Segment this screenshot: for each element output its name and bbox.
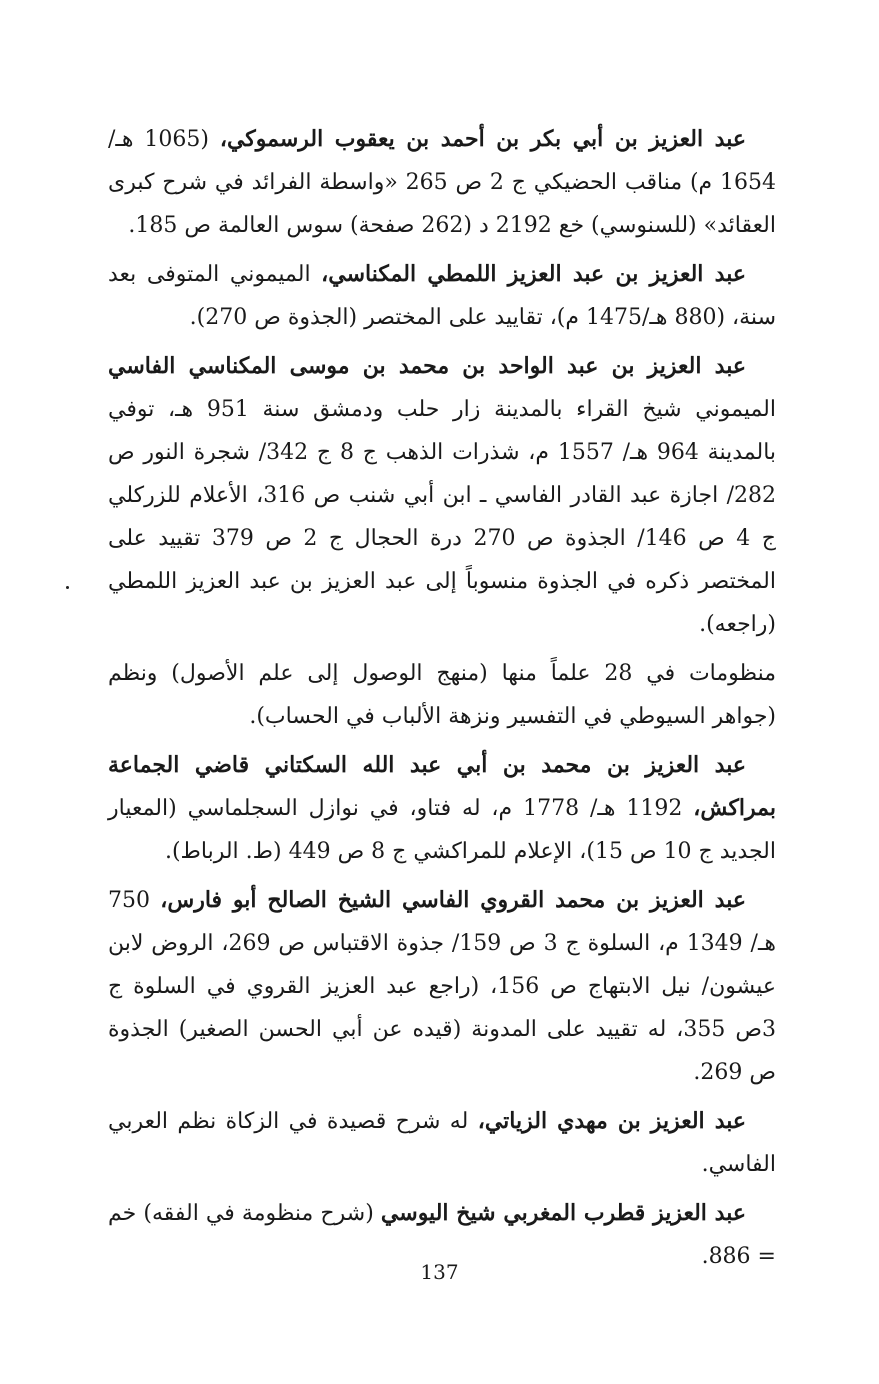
entry-qarawi — [108, 879, 776, 1094]
entry-text: منظومات في 28 علماً منها (منهج الوصول إلى علم الأصول) ونظم (جواهر السيوطي في التفسير ونزهة الألباب في الحساب). — [108, 661, 777, 729]
page-number: 137 — [420, 1260, 459, 1284]
entry-text: 1192 هـ/ 1778 م، له فتاو، في نوازل السجلماسي (المعيار الجديد ج 10 ص 15)، الإعلام للمراكشي ج 8 ص 449 (ط. الرباط). — [108, 796, 776, 864]
entry-heading: عبد العزيز بن عبد الواحد بن محمد بن موسى المكناسي الفاسي — [108, 353, 747, 379]
entry-continuation — [108, 652, 776, 738]
entry-text: له شرح قصيدة في الزكاة نظم العربي الفاسي. — [108, 1109, 776, 1177]
page-body — [108, 118, 776, 1284]
entry-heading: عبد العزيز بن محمد القروي الفاسي الشيخ الصالح أبو فارس، — [160, 887, 746, 913]
entry-rasmuki — [108, 118, 776, 247]
entry-maymuni — [108, 345, 776, 646]
entry-heading: عبد العزيز بن عبد العزيز اللمطي المكناسي، — [321, 261, 746, 287]
entry-text: الميموني المتوفى بعد سنة، (880 هـ/1475 م)، تقاييد على المختصر (الجذوة ص 270). — [108, 262, 776, 330]
scan-speck — [66, 586, 69, 589]
entry-zayati — [108, 1100, 776, 1186]
entry-text: (شرح منظومة في الفقه) خم = 886. — [108, 1201, 776, 1269]
entry-heading: عبد العزيز بن محمد بن أبي عبد الله السكتاني قاضي الجماعة بمراكش، — [108, 752, 777, 821]
entry-suktani — [108, 744, 776, 873]
entry-heading: عبد العزيز بن أبي بكر بن أحمد بن يعقوب الرسموكي، — [219, 126, 746, 152]
entry-heading: عبد العزيز بن مهدي الزياتي، — [477, 1108, 747, 1134]
entry-heading: عبد العزيز قطرب المغربي شيخ اليوسي — [380, 1200, 746, 1226]
entry-text: الميموني شيخ القراء بالمدينة زار حلب ودمشق سنة 951 هـ، توفي بالمدينة 964 هـ/ 1557 م، شذرات الذهب ج 8 ج 342/ شجرة النور ص 282/ اجازة عبد القادر الفاسي ـ ابن أبي شنب ص 316، الأعلام للزركلي ج 4 ص 146/ الجذوة ص 270 درة الحجال ج 2 ص 379 تقييد على المختصر ذكره في الجذوة منسوباً إلى عبد العزيز بن عبد العزيز اللمطي (راجعه). — [108, 397, 777, 637]
entry-lamti — [108, 253, 776, 339]
entry-text: (1065 هـ/ 1654 م) مناقب الحضيكي ج 2 ص 265 «واسطة الفرائد في شرح كبرى العقائد» (للسنوسي) خع 2192 د (262 صفحة) سوس العالمة ص 185. — [108, 127, 776, 238]
entry-text: 750 هـ/ 1349 م، السلوة ج 3 ص 159/ جذوة الاقتباس ص 269، الروض لابن عيشون/ نيل الابتهاج ص 156، (راجع عبد العزيز القروي في السلوة ج 3ص 355، له تقييد على المدونة (قيده عن أبي الحسن الصغير) الجذوة ص 269. — [108, 888, 777, 1085]
